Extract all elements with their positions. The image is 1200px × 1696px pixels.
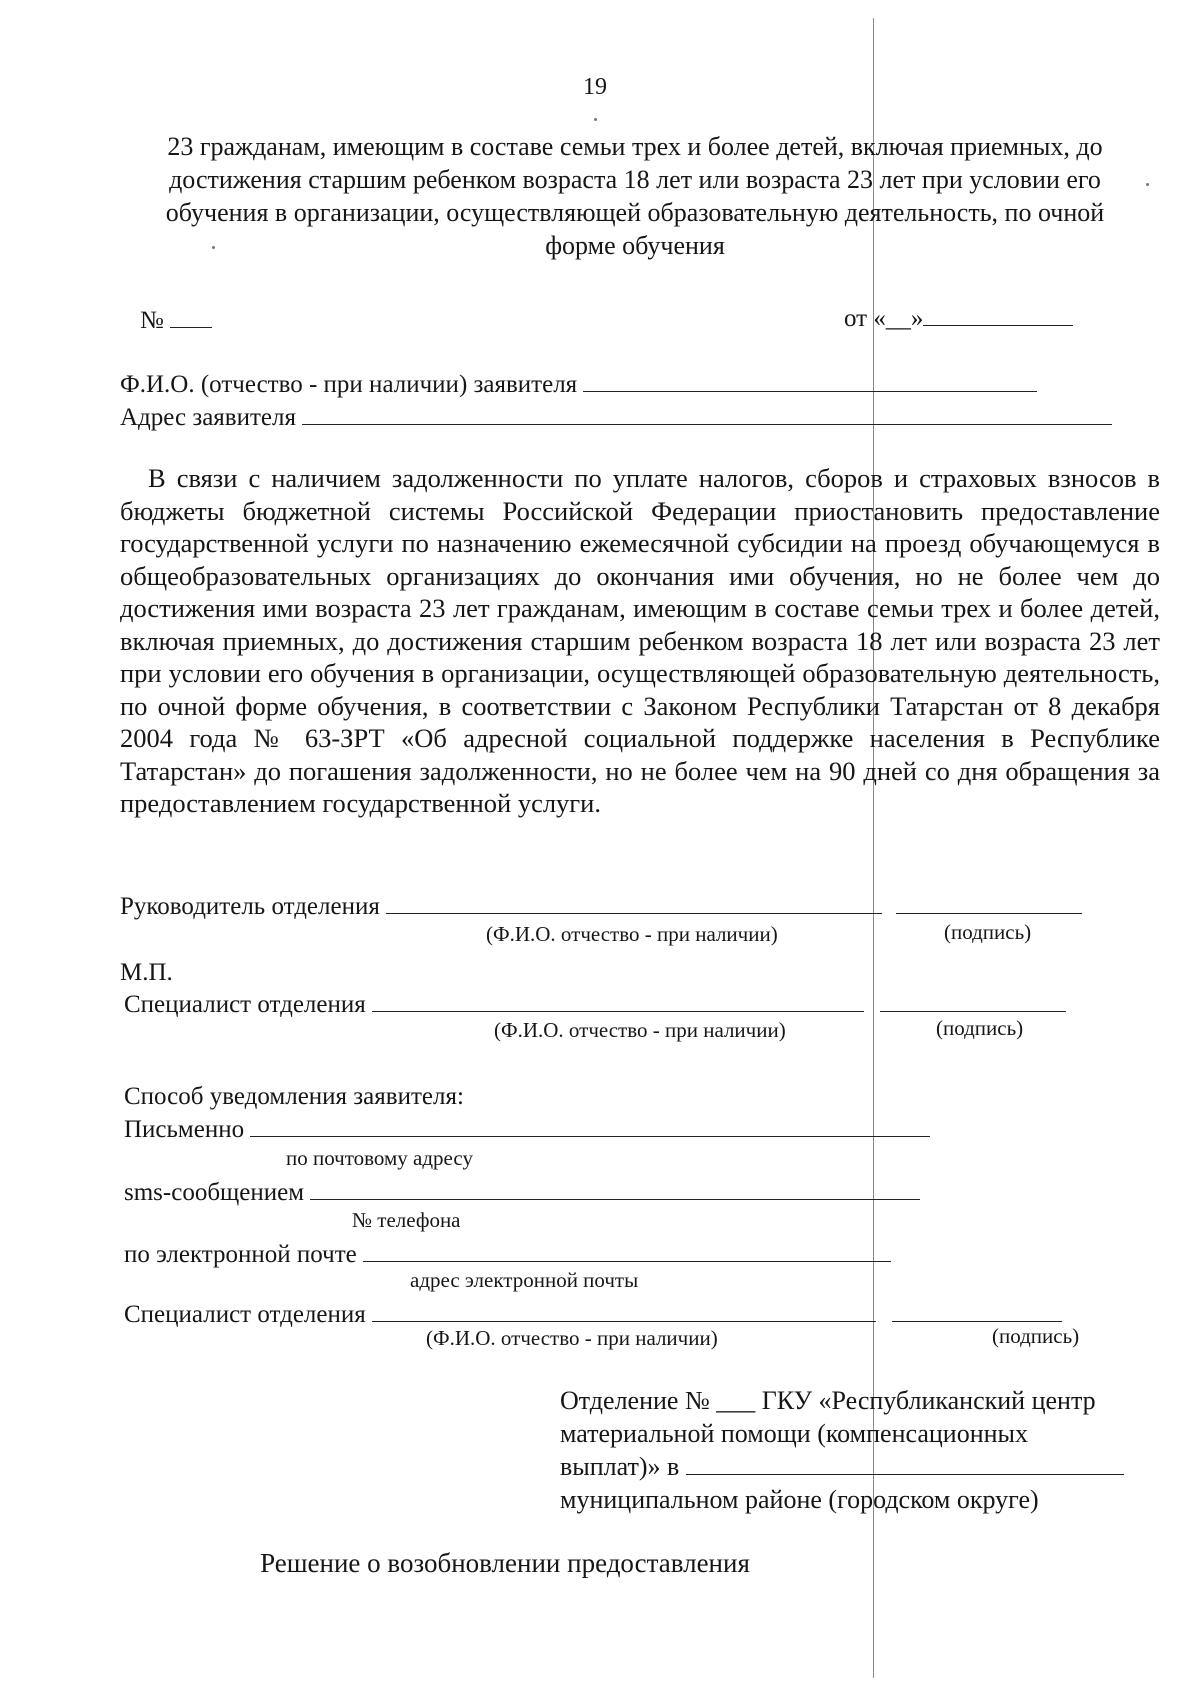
applicant-address-field: [120, 401, 1112, 434]
specialist-1-name-blank[interactable]: [372, 989, 864, 1013]
applicant-name-blank[interactable]: [583, 369, 1037, 393]
department-line: Отделение № ___ ГКУ «Республиканский центр: [560, 1386, 1096, 1415]
sms-blank[interactable]: [310, 1177, 920, 1201]
seal-mark: М.П.: [120, 959, 173, 986]
sms-caption: № телефона: [352, 1208, 461, 1232]
header-line: форме обучения: [545, 231, 725, 260]
head-signature-blank[interactable]: [896, 891, 1082, 915]
department-line: муниципальном районе (городском округе): [560, 1485, 1039, 1514]
email-label: по электронной почте: [124, 1241, 357, 1268]
email-blank[interactable]: [363, 1239, 891, 1263]
head-signature-caption: (подпись): [944, 920, 1032, 944]
specialist-1-label: Специалист отделения: [124, 991, 366, 1018]
specialist-2-name-caption: (Ф.И.О. отчество - при наличии): [426, 1326, 718, 1350]
department-line: материальной помощи (компенсационных: [560, 1419, 1029, 1448]
header-line: 23 гражданам, имеющим в составе семьи трех и более детей, включая приемных, до: [167, 132, 1103, 161]
notification-email-field: [124, 1238, 891, 1271]
sms-label: sms-сообщением: [124, 1179, 305, 1206]
written-blank[interactable]: [250, 1114, 930, 1138]
document-header: [110, 130, 1160, 262]
head-name-caption: (Ф.И.О. отчество - при наличии): [486, 922, 778, 946]
applicant-name-label: Ф.И.О. (отчество - при наличии) заявителя: [120, 371, 578, 398]
number-label: №: [140, 307, 164, 334]
specialist-2-signature-caption: (подпись): [992, 1324, 1080, 1348]
applicant-address-label: Адрес заявителя: [120, 404, 296, 431]
district-blank[interactable]: [686, 1451, 1124, 1475]
department-line-with-blank: выплат)» в: [560, 1450, 1124, 1483]
date-blank[interactable]: [923, 303, 1073, 327]
written-label: Письменно: [124, 1116, 245, 1143]
notification-sms-field: [124, 1176, 920, 1209]
page-number: 19: [583, 74, 607, 100]
specialist-2-label: Специалист отделения: [124, 1301, 366, 1328]
header-line: достижения старшим ребенком возраста 18 лет или возраста 23 лет при условии его: [169, 165, 1101, 194]
date-field: [844, 302, 1073, 335]
specialist-2-name-blank[interactable]: [372, 1299, 876, 1323]
applicant-name-field: [120, 368, 1037, 401]
header-line: обучения в организации, осуществляющей образовательную деятельность, по очной: [165, 198, 1105, 227]
specialist-1-signature-caption: (подпись): [936, 1016, 1024, 1040]
applicant-address-blank[interactable]: [302, 402, 1112, 426]
number-field: [140, 304, 212, 337]
head-of-department-field: [120, 890, 1082, 923]
head-name-blank[interactable]: [386, 891, 882, 915]
specialist-1-name-caption: (Ф.И.О. отчество - при наличии): [494, 1018, 786, 1042]
specialist-1-signature-blank[interactable]: [880, 989, 1066, 1013]
number-blank[interactable]: [170, 305, 212, 329]
head-label: Руководитель отделения: [120, 893, 380, 920]
scan-speck: [594, 118, 597, 121]
notification-written-field: [124, 1113, 930, 1146]
notification-title: Способ уведомления заявителя:: [124, 1083, 464, 1110]
decision-title: Решение о возобновлении предоставления: [260, 1548, 750, 1578]
date-label: от «__»: [844, 305, 924, 332]
written-caption: по почтовому адресу: [286, 1146, 473, 1170]
body-paragraph: В связи с наличием задолженности по уплате налогов, сборов и страховых взносов в бюджеты бюджетной системы Российской Федерации приостановить предоставление государственной услуги по назначению ежемесячной субсидии на проезд обучающемуся в общеобразовательных организациях до окончания ими обучения, но не более чем до достижения ими возраста 23 лет гражданам, имеющим в составе семьи трех и более детей, включая приемных, до достижения старшим ребенком возраста 18 лет или возраста 23 лет при условии его обучения в организации, осуществляющей образовательную деятельность, по очной форме обучения, в соответствии с Законом Республики Татарстан от 8 декабря 2004 года № 63-ЗРТ «Об адресной социальной поддержке населения в Республике Татарстан» до погашения задолженности, но не более чем на 90 дней со дня обращения за предоставлением государственной услуги.: [120, 463, 1160, 818]
specialist-1-field: [124, 988, 1066, 1021]
department-address-block: [560, 1384, 1124, 1516]
specialist-2-signature-blank[interactable]: [892, 1299, 1062, 1323]
email-caption: адрес электронной почты: [410, 1268, 639, 1292]
